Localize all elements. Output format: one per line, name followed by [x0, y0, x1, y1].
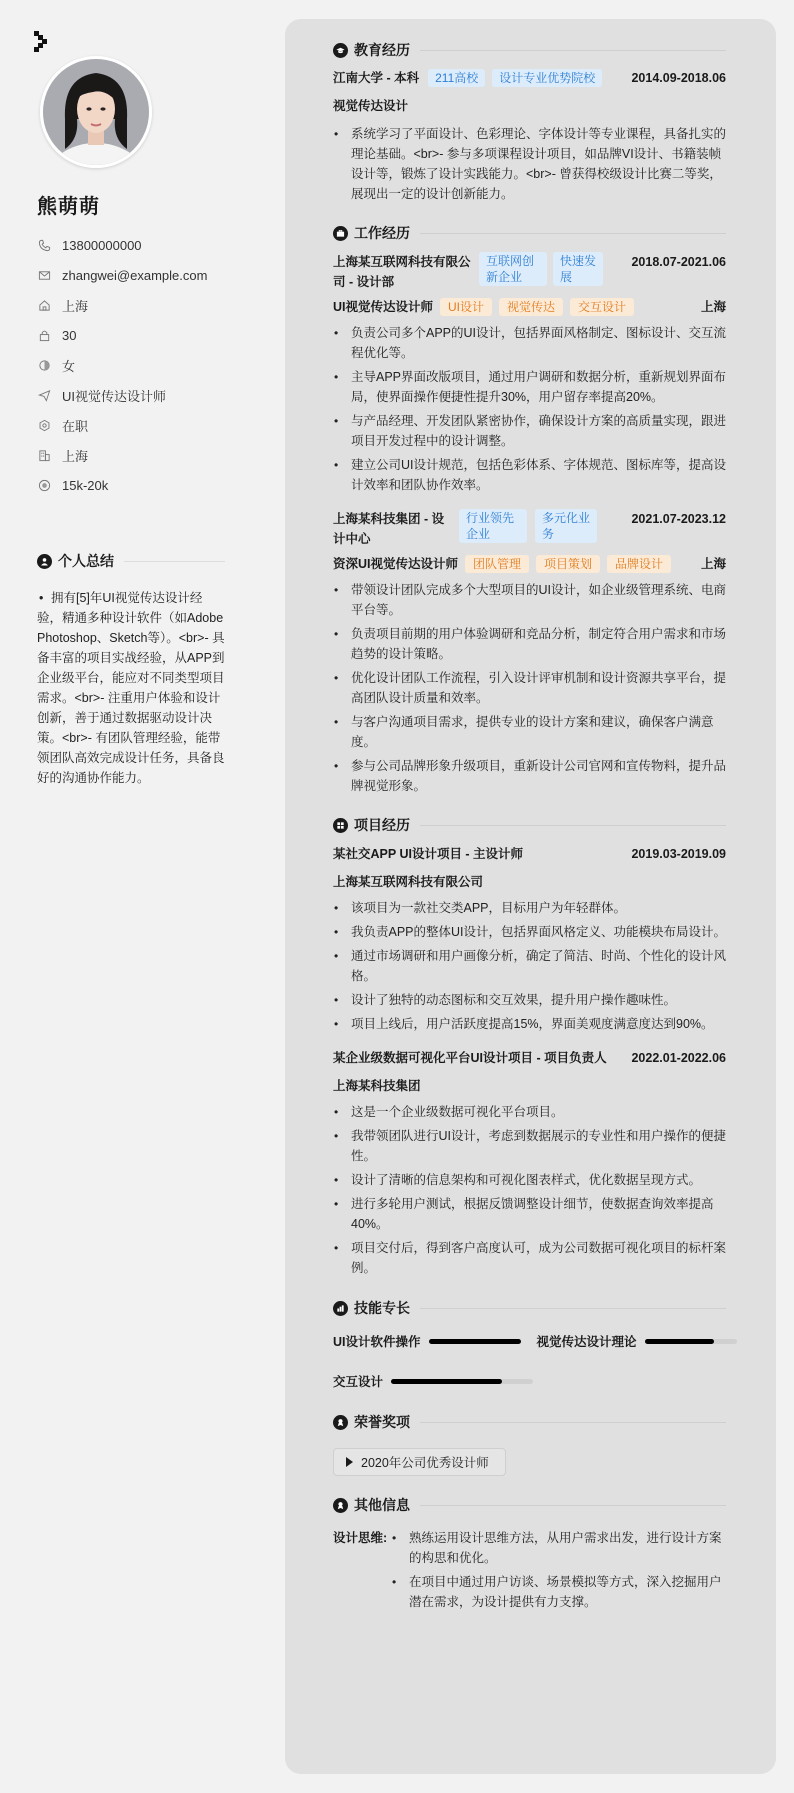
- other-bullets: [391, 1528, 726, 1612]
- list-item: • 负责公司多个APP的UI设计，包括界面风格制定、图标设计、交互流程优化等。: [333, 323, 726, 363]
- project-bullets: [333, 1102, 726, 1278]
- summary-heading: [37, 551, 225, 571]
- contact-info-list: [37, 230, 267, 500]
- education-heading: [333, 40, 726, 60]
- list-item: • 设计了清晰的信息架构和可视化图表样式，优化数据呈现方式。: [333, 1170, 726, 1190]
- job-header-left: [333, 509, 597, 549]
- info-status: [37, 410, 267, 440]
- info-work-city: [37, 440, 267, 470]
- project-name: 某企业级数据可视化平台UI设计项目 - 项目负责人: [333, 1051, 607, 1065]
- list-item: • 项目交付后，得到客户高度认可，成为公司数据可视化项目的标杆案例。: [333, 1238, 726, 1278]
- profile-name: 熊萌萌: [37, 196, 100, 218]
- section-title: 荣誉奖项: [354, 1414, 410, 1430]
- job-date: 2021.07-2023.12: [631, 512, 726, 526]
- job-bullets: [333, 323, 726, 495]
- sidebar: [0, 0, 285, 1793]
- divider: [420, 1308, 726, 1309]
- list-item: • 通过市场调研和用户画像分析，确定了简洁、时尚、个性化的设计风格。: [333, 946, 726, 986]
- company-tag: 多元化业务: [535, 509, 597, 543]
- bar-chart-icon: [333, 1301, 348, 1316]
- project-header: [333, 1048, 726, 1068]
- job-location: 上海: [700, 557, 726, 571]
- award-icon: [333, 1498, 348, 1513]
- section-title: 其他信息: [354, 1497, 410, 1513]
- building-icon: [37, 448, 51, 462]
- company-tag: 互联网创新企业: [479, 252, 547, 286]
- info-position: [37, 380, 267, 410]
- gender-icon: [37, 358, 51, 372]
- list-item: • 负责项目前期的用户体验调研和竞品分析，制定符合用户需求和市场趋势的设计策略。: [333, 624, 726, 664]
- role-left: [333, 554, 671, 574]
- award-text: 2020年公司优秀设计师: [361, 1456, 489, 1470]
- projects-heading: [333, 815, 726, 835]
- skill-level-bar: [645, 1339, 714, 1344]
- info-text: 15k-20k: [62, 477, 109, 493]
- list-item: • 项目上线后，用户活跃度提高15%，界面美观度满意度达到90%。: [333, 1014, 726, 1034]
- info-text: 在职: [62, 418, 89, 434]
- role-title: UI视觉传达设计师: [333, 300, 434, 314]
- info-salary: [37, 470, 267, 500]
- info-text: 上海: [62, 298, 89, 314]
- list-item: • 设计了独特的动态图标和交互效果，提升用户操作趣味性。: [333, 990, 726, 1010]
- work-heading: [333, 223, 726, 243]
- project-bullets: [333, 898, 726, 1034]
- role-tag: UI设计: [440, 298, 492, 316]
- project-header: [333, 844, 726, 864]
- list-item: • 熟练运用设计思维方法，从用户需求出发，进行设计方案的构思和优化。: [391, 1528, 726, 1568]
- divider: [124, 561, 225, 562]
- info-gender: [37, 350, 267, 380]
- info-email: [37, 260, 267, 290]
- project-date: 2022.01-2022.06: [631, 1051, 726, 1065]
- list-item: • 我带领团队进行UI设计，考虑到数据展示的专业性和用户操作的便捷性。: [333, 1126, 726, 1166]
- divider: [420, 1505, 726, 1506]
- briefcase-icon: [333, 226, 348, 241]
- mail-icon: [37, 268, 51, 282]
- role-tag: 品牌设计: [607, 555, 671, 573]
- skills-heading: [333, 1298, 726, 1318]
- divider: [420, 50, 726, 51]
- education-entry-header: [333, 68, 726, 88]
- award-item[interactable]: [333, 1448, 506, 1476]
- chevron-logo-icon: [32, 29, 52, 59]
- job-location: 上海: [700, 300, 726, 314]
- list-item: • 我负责APP的整体UI设计，包括界面风格定义、功能模块布局设计。: [333, 922, 726, 942]
- project-name: 某社交APP UI设计项目 - 主设计师: [333, 847, 524, 861]
- job-header: [333, 252, 726, 292]
- skill-track: [391, 1379, 533, 1384]
- phone-icon: [37, 238, 51, 252]
- school-tag: 设计专业优势院校: [492, 69, 602, 87]
- company-tag: 行业领先企业: [459, 509, 527, 543]
- bullet-dot: •: [39, 591, 44, 605]
- section-title: 项目经历: [354, 817, 410, 833]
- list-item: • 与产品经理、开发团队紧密协作，确保设计方案的高质量实现，跟进项目开发过程中的设计调整。: [333, 411, 726, 451]
- info-age: [37, 320, 267, 350]
- settings-icon: [37, 418, 51, 432]
- resume-content: [333, 19, 726, 1612]
- info-text: 上海: [62, 448, 89, 464]
- section-title: 个人总结: [58, 553, 114, 569]
- info-text: 女: [62, 358, 76, 374]
- divider: [420, 1422, 726, 1423]
- list-item: • 带领设计团队完成多个大型项目的UI设计，如企业级管理系统、电商平台等。: [333, 580, 726, 620]
- job-bullets: [333, 580, 726, 796]
- section-title: 工作经历: [354, 225, 410, 241]
- grid-icon: [333, 818, 348, 833]
- divider: [420, 825, 726, 826]
- skill-label: 交互设计: [333, 1375, 384, 1389]
- list-item: • 该项目为一款社交类APP，目标用户为年轻群体。: [333, 898, 726, 918]
- school-tag: 211高校: [428, 69, 485, 87]
- role-tag: 团队管理: [465, 555, 529, 573]
- role-title: 资深UI视觉传达设计师: [333, 557, 459, 571]
- school-name: 江南大学 - 本科: [333, 71, 420, 85]
- section-title: 教育经历: [354, 42, 410, 58]
- skill-item: [537, 1332, 737, 1350]
- skill-level-bar: [391, 1379, 502, 1384]
- awards-list: [333, 1448, 726, 1476]
- job-header: [333, 509, 726, 549]
- award-icon: [333, 1415, 348, 1430]
- list-item: • 建立公司UI设计规范，包括色彩体系、字体规范、图标库等，提高设计效率和团队协作效率。: [333, 455, 726, 495]
- coin-icon: [37, 478, 51, 492]
- education-entry-left: [333, 68, 602, 88]
- project-org: 上海某互联网科技有限公司: [333, 875, 484, 889]
- info-phone: [37, 230, 267, 260]
- graduation-cap-icon: [333, 43, 348, 58]
- summary-body: 拥有[5]年UI视觉传达设计经验，精通多种设计软件（如Adobe Photoshop、Sketch等）。<br>- 具备丰富的项目实战经验，从APP到企业级平台，能应对不同类型项目需求。<br>- 注重用户体验和设计创新，善于通过数据驱动设计决策。<br>- 有团队管理经验，能带领团队高效完成设计任务，具备良好的沟通协作能力。: [37, 591, 225, 785]
- project-org: 上海某科技集团: [333, 1079, 421, 1093]
- major: 视觉传达设计: [333, 99, 409, 113]
- role-row: [333, 297, 726, 317]
- awards-heading: [333, 1412, 726, 1432]
- skill-item: [333, 1332, 521, 1350]
- send-icon: [37, 388, 51, 402]
- company-name: 上海某科技集团 - 设计中心: [333, 512, 445, 546]
- skill-level-bar: [429, 1339, 521, 1344]
- role-row: [333, 554, 726, 574]
- other-heading: [333, 1495, 726, 1515]
- info-text: zhangwei@example.com: [62, 267, 208, 283]
- skill-track: [429, 1339, 521, 1344]
- role-left: [333, 297, 634, 317]
- job-header-left: [333, 252, 603, 292]
- education-date: 2014.09-2018.06: [631, 71, 726, 85]
- role-tag: 交互设计: [570, 298, 634, 316]
- skills-row: [333, 1332, 726, 1350]
- info-city: [37, 290, 267, 320]
- resume-main-panel: [285, 19, 776, 1774]
- user-icon: [37, 554, 52, 569]
- lock-icon: [37, 328, 51, 342]
- divider: [420, 233, 726, 234]
- list-item: • 主导APP界面改版项目，通过用户调研和数据分析，重新规划界面布局，使界面操作便捷性提升30%，用户留存率提高20%。: [333, 367, 726, 407]
- education-bullets: [333, 124, 726, 204]
- info-text: UI视觉传达设计师: [62, 388, 167, 404]
- skill-label: 视觉传达设计理论: [536, 1335, 637, 1349]
- project-date: 2019.03-2019.09: [631, 847, 726, 861]
- info-text: 30: [62, 327, 77, 343]
- list-item: • 与客户沟通项目需求，提供专业的设计方案和建议，确保客户满意度。: [333, 712, 726, 752]
- other-entry: [333, 1528, 726, 1612]
- avatar-portrait-icon: [43, 59, 149, 165]
- list-item: • 这是一个企业级数据可视化平台项目。: [333, 1102, 726, 1122]
- info-text: 13800000000: [62, 237, 142, 253]
- list-item: • 进行多轮用户测试，根据反馈调整设计细节，使数据查询效率提高40%。: [333, 1194, 726, 1234]
- role-tag: 视觉传达: [499, 298, 563, 316]
- play-triangle-icon: [346, 1457, 353, 1467]
- list-item: • 参与公司品牌形象升级项目，重新设计公司官网和宣传物料，提升品牌视觉形象。: [333, 756, 726, 796]
- other-label: 设计思维:: [333, 1531, 388, 1545]
- list-item: • 优化设计团队工作流程，引入设计评审机制和设计资源共享平台，提高团队设计质量和效率。: [333, 668, 726, 708]
- avatar: [40, 56, 152, 168]
- skill-label: UI设计软件操作: [333, 1335, 421, 1349]
- skill-item: [333, 1372, 726, 1390]
- skill-track: [645, 1339, 737, 1344]
- role-tag: 项目策划: [536, 555, 600, 573]
- home-icon: [37, 298, 51, 312]
- list-item: • 系统学习了平面设计、色彩理论、字体设计等专业课程，具备扎实的理论基础。<br>- 参与多项课程设计项目，如品牌VI设计、书籍装帧设计等，锻炼了设计实践能力。<br>- 曾获得校级设计比赛二等奖，展现出一定的设计创新能力。: [333, 124, 726, 204]
- job-date: 2018.07-2021.06: [631, 255, 726, 269]
- section-title: 技能专长: [354, 1300, 410, 1316]
- company-name: 上海某互联网科技有限公司 - 设计部: [333, 255, 471, 289]
- company-tag: 快速发展: [553, 252, 603, 286]
- list-item: • 在项目中通过用户访谈、场景模拟等方式，深入挖掘用户潜在需求，为设计提供有力支撑。: [391, 1572, 726, 1612]
- summary-text: [37, 588, 227, 788]
